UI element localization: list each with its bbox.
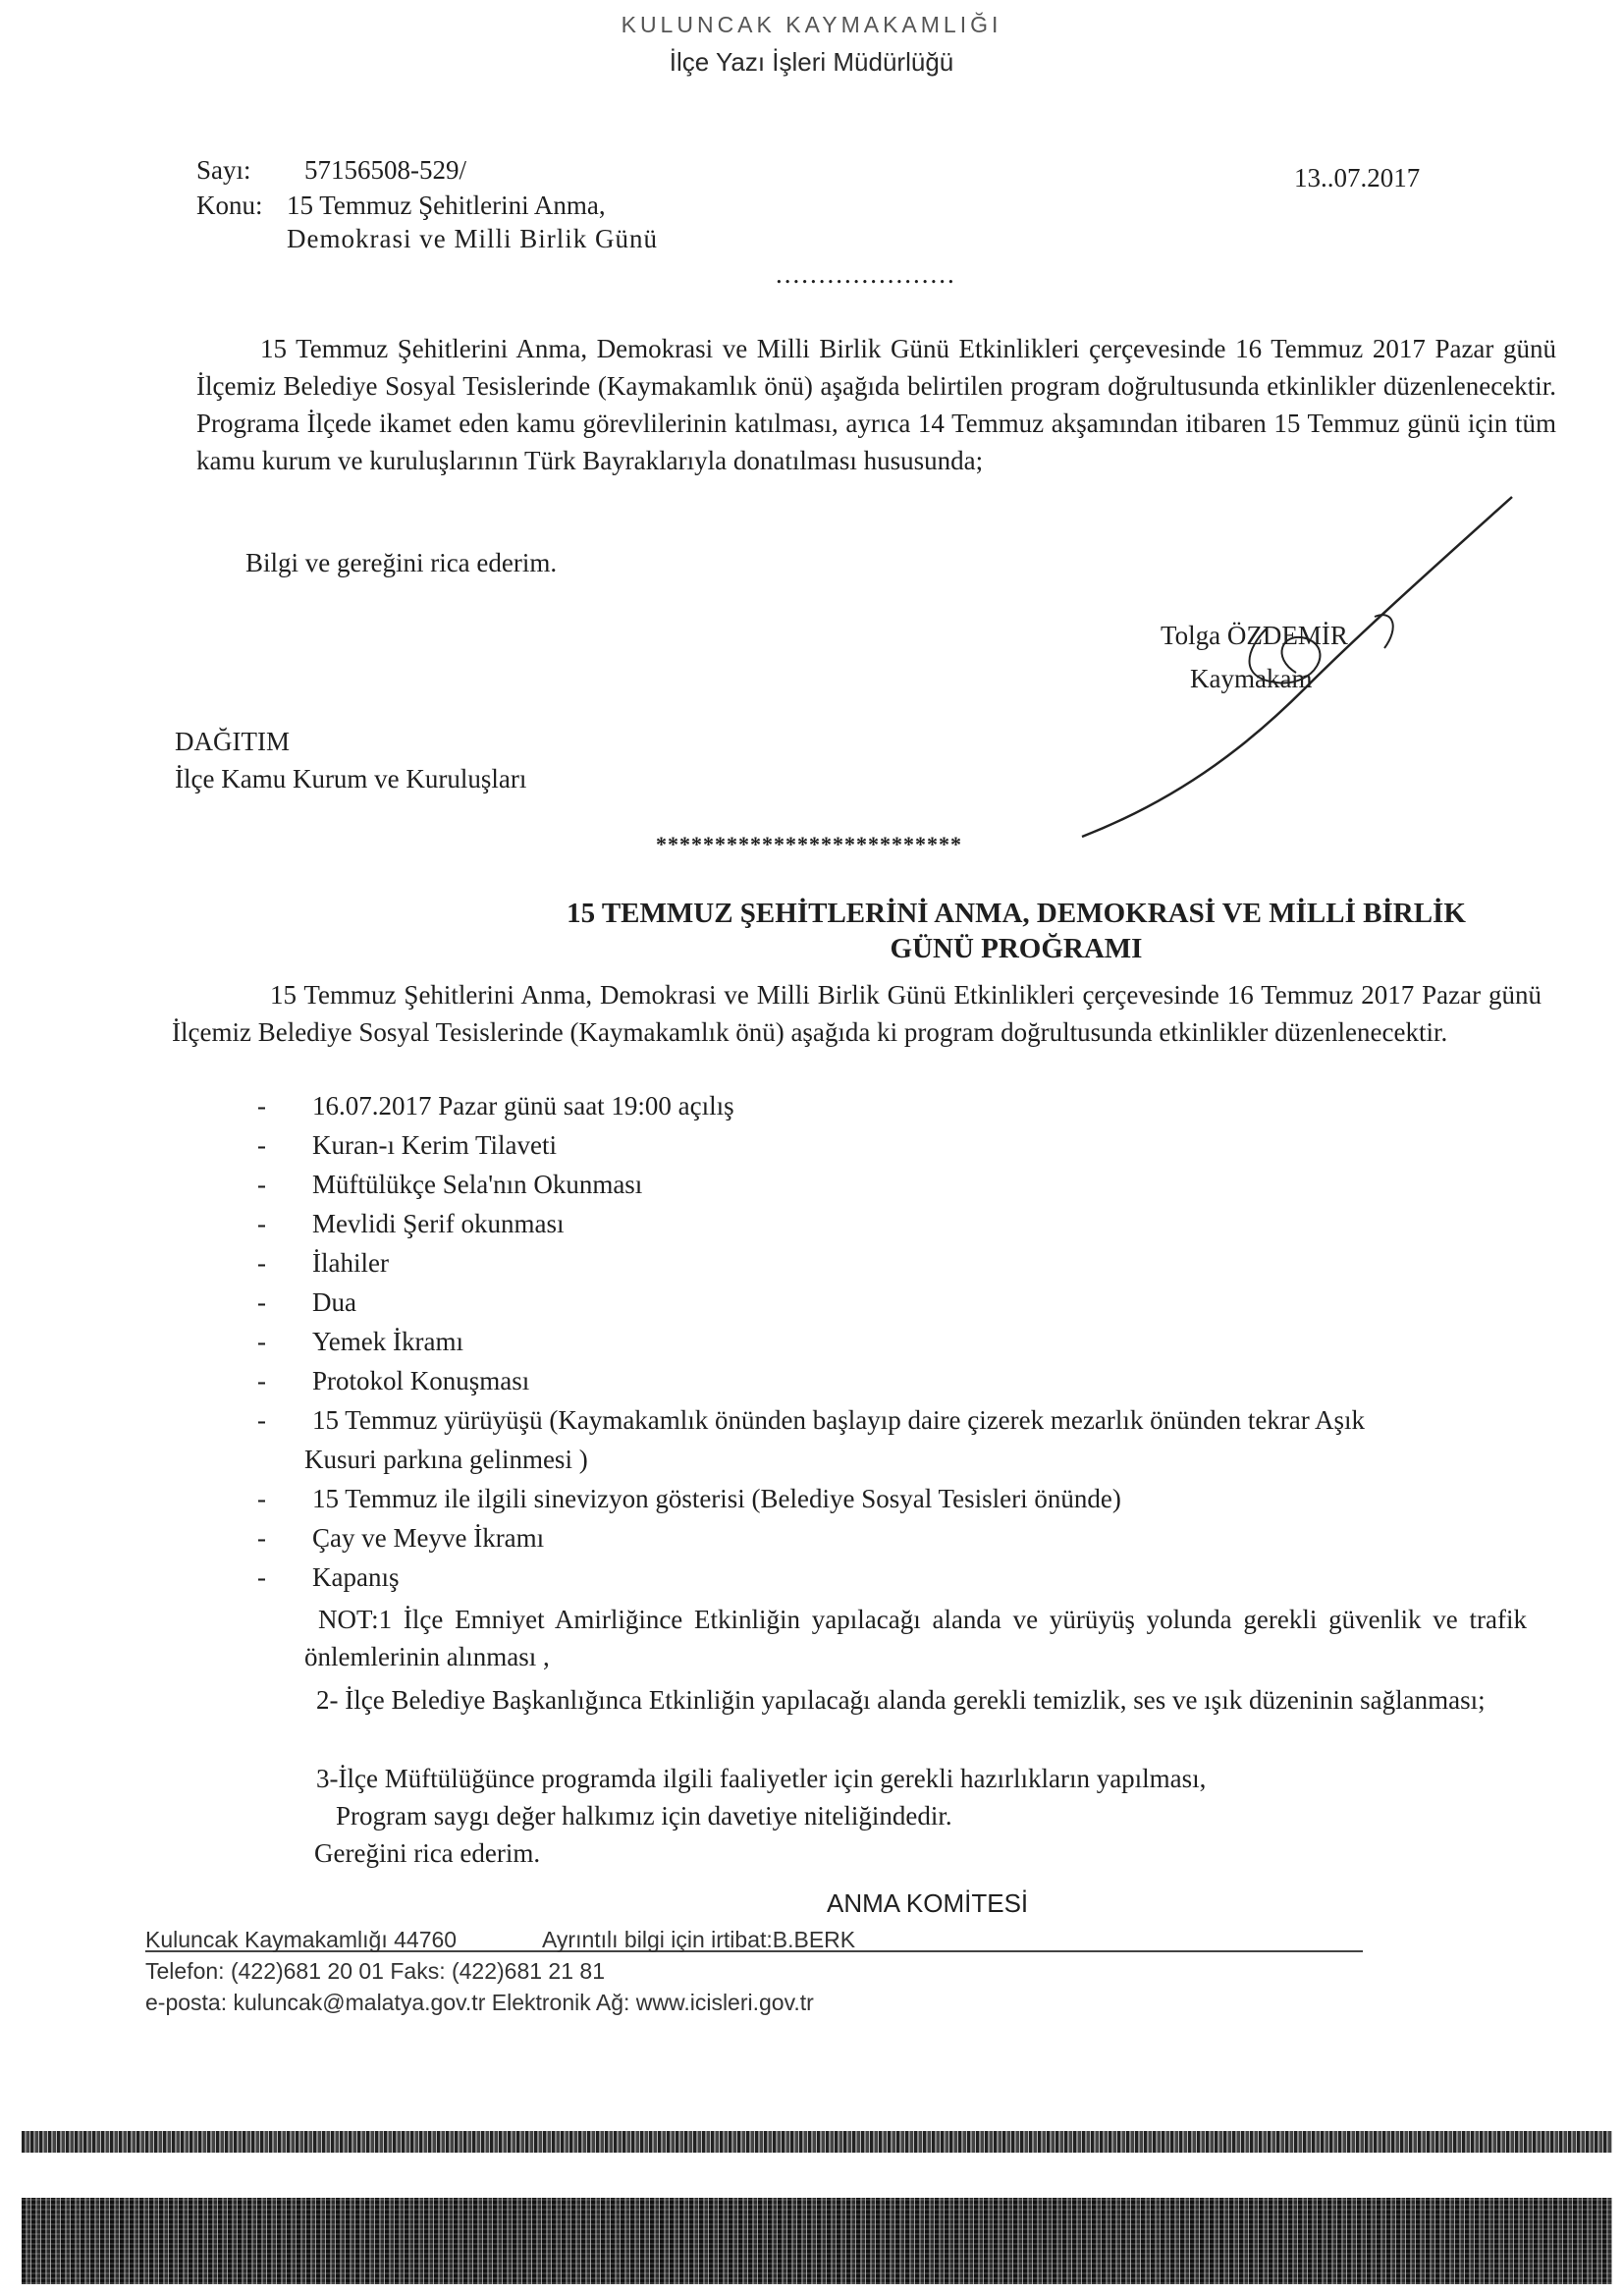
konu-line2: Demokrasi ve Milli Birlik Günü (287, 224, 658, 253)
list-item-text: Müftülükçe Sela'nın Okunması (312, 1170, 643, 1199)
document-date: 13..07.2017 (1294, 163, 1421, 192)
scan-artifact-overlay (22, 2198, 1612, 2284)
list-item (257, 1479, 1365, 1518)
scan-artifact-band (22, 2131, 1612, 2153)
list-item (257, 1361, 1365, 1400)
committee-signature: ANMA KOMİTESİ (827, 1888, 1029, 1918)
dotted-separator: ..................... (776, 259, 956, 289)
list-item-text: Mevlidi Şerif okunması (312, 1209, 565, 1238)
program-title-line2: GÜNÜ PROĞRAMI (890, 933, 1143, 964)
note-2: 2- İlçe Belediye Başkanlığınca Etkinliğin yapılacağı alanda gerekli temizlik, ses ve ışık düzeninin sağlanması; (316, 1685, 1486, 1715)
note-1: NOT:1 İlçe Emniyet Amirliğince Etkinliğin yapılacağı alanda ve yürüyüş yolunda gerekli güvenlik ve trafik önlemlerinin alınması , (304, 1605, 1527, 1671)
sayi-label: Sayı: (196, 155, 251, 185)
list-item-text-cont: Kusuri parkına gelinmesi ) (304, 1445, 588, 1474)
letter-closing: Bilgi ve gereğini rica ederim. (245, 548, 558, 577)
list-item (257, 1322, 1365, 1361)
list-item (257, 1204, 1365, 1243)
list-item-text: İlahiler (312, 1248, 389, 1278)
distribution-recipients: İlçe Kamu Kurum ve Kuruluşları (175, 764, 527, 793)
footer-address: Kuluncak Kaymakamlığı 44760 (145, 1927, 458, 1952)
sayi-value: 57156508-529/ (304, 155, 466, 185)
konu-line1: 15 Temmuz Şehitlerini Anma, (287, 191, 606, 220)
list-item-text: Çay ve Meyve İkramı (312, 1523, 545, 1553)
list-dash: - (257, 1209, 266, 1238)
list-dash: - (257, 1327, 266, 1356)
list-item (257, 1558, 1365, 1597)
list-item (257, 1125, 1365, 1165)
program-title-line1: 15 TEMMUZ ŞEHİTLERİNİ ANMA, DEMOKRASİ VE MİLLİ BİRLİK (567, 898, 1466, 929)
list-item (257, 1400, 1365, 1479)
list-item-text: Dua (312, 1287, 356, 1317)
list-dash: - (257, 1130, 266, 1160)
list-item (257, 1283, 1365, 1322)
list-item-text: Protokol Konuşması (312, 1366, 530, 1395)
list-dash: - (257, 1562, 266, 1592)
list-dash: - (257, 1484, 266, 1513)
list-dash: - (257, 1248, 266, 1278)
list-dash: - (257, 1287, 266, 1317)
list-item-text: Yemek İkramı (312, 1327, 463, 1356)
konu-label: Konu: (196, 191, 263, 220)
footer-phone: Telefon: (422)681 20 01 Faks: (422)681 21 81 (145, 1958, 605, 1984)
list-dash: - (257, 1366, 266, 1395)
list-item-text: 15 Temmuz ile ilgili sinevizyon gösterisi (Belediye Sosyal Tesisleri önünde) (312, 1484, 1121, 1513)
invitation-note: Program saygı değer halkımız için davetiye niteliğindedir. (336, 1801, 952, 1831)
signer-name: Tolga ÖZDEMİR (1161, 621, 1348, 650)
list-item (257, 1518, 1365, 1558)
office-title: KULUNCAK KAYMAKAMLIĞI (621, 12, 1002, 37)
program-list (257, 1086, 1365, 1597)
footer-contact: Ayrıntılı bilgi için irtibat:B.BERK (542, 1927, 856, 1952)
department-title: İlçe Yazı İşleri Müdürlüğü (669, 47, 954, 77)
list-item-text: Kapanış (312, 1562, 400, 1592)
list-dash: - (257, 1170, 266, 1199)
note-3: 3-İlçe Müftülüğünce programda ilgili faaliyetler için gerekli hazırlıkların yapılması, (316, 1764, 1207, 1793)
letter-body: 15 Temmuz Şehitlerini Anma, Demokrasi ve Milli Birlik Günü Etkinlikleri çerçevesinde 16 Temmuz 2017 Pazar günü İlçemiz Belediye Sosyal Tesislerinde (Kaymakamlık önü) aşağıda belirtilen program doğrultusunda etkinlikler düzenlenecektir. Programa İlçede ikamet eden kamu görevlilerinin katılması, ayrıca 14 Temmuz akşamından itibaren 15 Temmuz günü için tüm kamu kurum ve kuruluşlarının Türk Bayraklarıyla donatılması hususunda; (196, 334, 1556, 475)
list-dash: - (257, 1405, 266, 1435)
footer-email: e-posta: kuluncak@malatya.gov.tr Elektronik Ağ: www.icisleri.gov.tr (145, 1990, 814, 2015)
star-separator: ************************** (656, 832, 962, 856)
program-closing: Gereğini rica ederim. (314, 1838, 541, 1868)
program-intro: 15 Temmuz Şehitlerini Anma, Demokrasi ve Milli Birlik Günü Etkinlikleri çerçevesinde 16 Temmuz 2017 Pazar günü İlçemiz Belediye Sosyal Tesislerinde (Kaymakamlık önü) aşağıda ki program doğrultusunda etkinlikler düzenlenecektir. (172, 980, 1542, 1047)
distribution-label: DAĞITIM (175, 727, 290, 756)
list-item-text: Kuran-ı Kerim Tilaveti (312, 1130, 557, 1160)
list-item-text: 15 Temmuz yürüyüşü (Kaymakamlık önünden başlayıp daire çizerek mezarlık önünden tekrar Aşık (312, 1405, 1366, 1435)
list-dash: - (257, 1523, 266, 1553)
list-item-text: 16.07.2017 Pazar günü saat 19:00 açılış (312, 1091, 734, 1121)
list-item (257, 1243, 1365, 1283)
signer-title: Kaymakam (1190, 664, 1313, 693)
list-dash: - (257, 1091, 266, 1121)
list-item (257, 1165, 1365, 1204)
list-item (257, 1086, 1365, 1125)
